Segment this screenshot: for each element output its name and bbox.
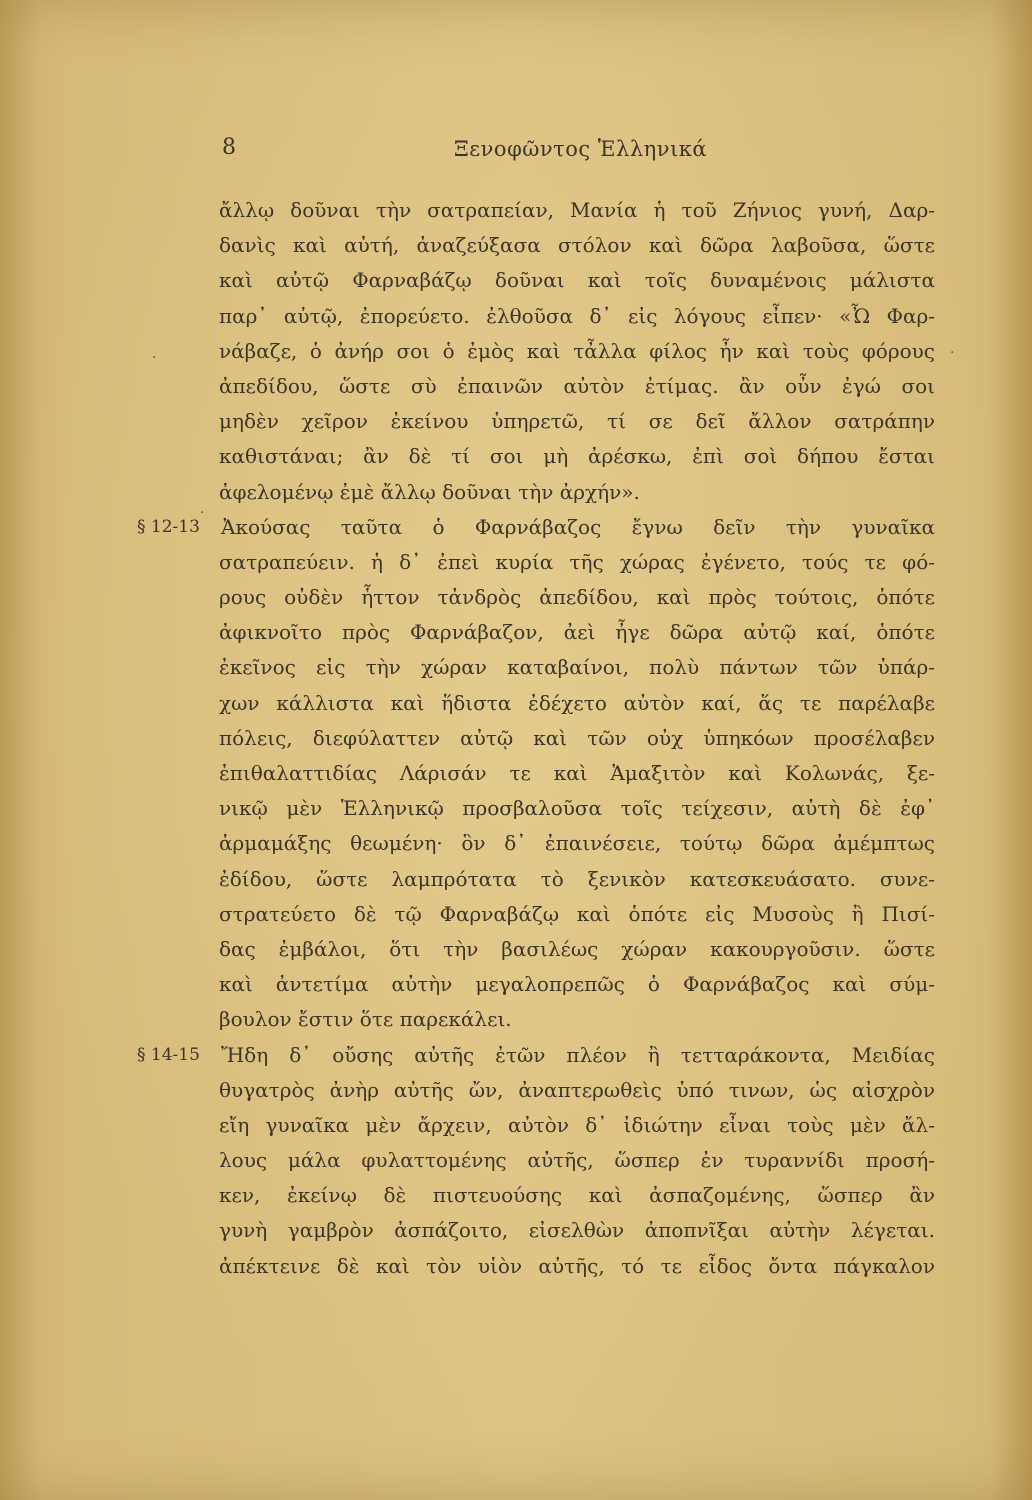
section-marker: § 14-15: [137, 1044, 200, 1065]
text-line: [219, 299, 935, 334]
line-text: Ἀκούσας ταῦτα ὁ Φαρνάβαζος ἔγνω δεῖν τὴν γυναῖκα: [221, 514, 935, 539]
text-line: [219, 1108, 935, 1143]
line-text: νάβαζε, ὁ ἀνήρ σοι ὁ ἐμὸς καὶ τἆλλα φίλος ἦν καὶ τοὺς φόρους: [219, 338, 935, 363]
margin-dot: ·: [200, 505, 205, 521]
line-text: ἀφικνοῖτο πρὸς Φαρνάβαζον, ἀεὶ ἦγε δῶρα αὐτῷ καί, ὁπότε: [219, 620, 935, 645]
line-text: πόλεις, διεφύλαττεν αὐτῷ καὶ τῶν οὐχ ὑπηκόων προσέλαβεν: [219, 725, 935, 750]
line-text: ἀπεδίδου, ὥστε σὺ ἐπαινῶν αὐτὸν ἐτίμας. ἂν οὖν ἐγώ σοι: [219, 373, 935, 398]
line-text: ἐδίδου, ὥστε λαμπρότατα τὸ ξενικὸν κατεσκευάσατο. συνε-: [219, 866, 935, 891]
text-line: [219, 475, 935, 510]
text-line: [219, 1213, 935, 1248]
text-line: [219, 1249, 935, 1284]
line-text: καὶ ἀντετίμα αὐτὴν μεγαλοπρεπῶς ὁ Φαρνάβαζος καὶ σύμ-: [219, 972, 935, 997]
margin-dot: ·: [152, 350, 157, 366]
text-line: [219, 228, 935, 263]
line-text: λους μάλα φυλαττομένης αὐτῆς, ὥσπερ ἐν τυραννίδι προσή-: [219, 1148, 935, 1173]
text-line: [219, 686, 935, 721]
text-line: [219, 193, 935, 228]
line-text: δανὶς καὶ αὐτή, ἀναζεύξασα στόλον καὶ δῶρα λαβοῦσα, ὥστε: [219, 233, 935, 258]
text-line: [219, 404, 935, 439]
line-text: δας ἐμβάλοι, ὅτι τὴν βασιλέως χώραν κακουργοῦσιν. ὥστε: [219, 936, 935, 961]
line-text: θυγατρὸς ἀνὴρ αὐτῆς ὤν, ἀναπτερωθεὶς ὑπό τινων, ὡς αἰσχρὸν: [219, 1077, 935, 1102]
text-line: [219, 1002, 935, 1037]
line-text: γυνὴ γαμβρὸν ἀσπάζοιτο, εἰσελθὼν ἀποπνῖξαι αὐτὴν λέγεται.: [219, 1218, 935, 1243]
text-line: [219, 1143, 935, 1178]
text-line: [219, 932, 935, 967]
line-text: ἀπέκτεινε δὲ καὶ τὸν υἱὸν αὐτῆς, τό τε εἶδος ὄντα πάγκαλον: [219, 1253, 935, 1278]
text-line: [219, 1178, 935, 1213]
line-text: νικῷ μὲν Ἑλληνικῷ προσβαλοῦσα τοῖς τείχεσιν, αὐτὴ δὲ ἐφ᾿: [219, 796, 935, 821]
line-text: ἐκεῖνος εἰς τὴν χώραν καταβαίνοι, πολὺ πάντων τῶν ὑπάρ-: [219, 655, 935, 680]
text-line: [219, 545, 935, 580]
text-line: [219, 580, 935, 615]
text-line: [137, 510, 935, 545]
line-text: ἐπιθαλαττιδίας Λάρισάν τε καὶ Ἁμαξιτὸν καὶ Κολωνάς, ξε-: [219, 761, 935, 785]
line-text: βουλον ἔστιν ὅτε παρεκάλει.: [219, 1007, 512, 1032]
margin-dot: ·: [950, 345, 955, 361]
text-line: [219, 862, 935, 897]
text-line: [219, 756, 935, 791]
text-line: [137, 1038, 935, 1073]
section-marker: § 12-13: [137, 516, 200, 537]
line-text: σατραπεύειν. ἡ δ᾿ ἐπεὶ κυρία τῆς χώρας ἐγένετο, τούς τε φό-: [219, 549, 935, 574]
line-text: ἀφελομένῳ ἐμὲ ἄλλῳ δοῦναι τὴν ἀρχήν».: [219, 479, 640, 504]
text-line: [219, 967, 935, 1002]
line-text: στρατεύετο δὲ τῷ Φαρναβάζῳ καὶ ὁπότε εἰς Μυσοὺς ἢ Πισί-: [219, 901, 935, 926]
text-line: [219, 369, 935, 404]
line-text: καθιστάναι; ἂν δὲ τί σοι μὴ ἀρέσκω, ἐπὶ σοὶ δήπου ἔσται: [219, 444, 935, 469]
page-number: 8: [222, 135, 236, 160]
text-line: [219, 721, 935, 756]
text-line: [219, 615, 935, 650]
line-text: παρ᾿ αὐτῷ, ἐπορεύετο. ἐλθοῦσα δ᾿ εἰς λόγους εἶπεν· «Ὦ Φαρ-: [219, 303, 935, 328]
body-text: [137, 193, 935, 1284]
line-text: κεν, ἐκείνῳ δὲ πιστευούσης καὶ ἀσπαζομένης, ὥσπερ ἂν: [219, 1183, 935, 1208]
text-line: [219, 650, 935, 685]
line-text: εἴη γυναῖκα μὲν ἄρχειν, αὐτὸν δ᾿ ἰδιώτην εἶναι τοὺς μὲν ἄλ-: [219, 1112, 935, 1137]
text-line: [219, 826, 935, 861]
running-title: Ξενοφῶντος Ἑλληνικά: [454, 137, 708, 161]
text-line: [219, 897, 935, 932]
line-text: καὶ αὐτῷ Φαρναβάζῳ δοῦναι καὶ τοῖς δυναμένοις μάλιστα: [219, 268, 935, 293]
text-line: [219, 791, 935, 826]
line-text: ἄλλῳ δοῦναι τὴν σατραπείαν, Μανία ἡ τοῦ Ζήνιος γυνή, Δαρ-: [219, 198, 935, 222]
line-text: ἁρμαμάξης θεωμένη· ὃν δ᾿ ἐπαινέσειε, τούτῳ δῶρα ἀμέμπτως: [219, 831, 935, 856]
line-text: χων κάλλιστα καὶ ἥδιστα ἐδέχετο αὐτὸν καί, ἅς τε παρέλαβε: [219, 690, 935, 715]
text-line: [219, 334, 935, 369]
text-line: [219, 1073, 935, 1108]
line-text: ρους οὐδὲν ἧττον τἀνδρὸς ἀπεδίδου, καὶ πρὸς τούτοις, ὁπότε: [219, 585, 935, 610]
text-line: [219, 263, 935, 298]
line-text: Ἤδη δ᾿ οὔσης αὐτῆς ἐτῶν πλέον ἢ τετταράκοντα, Μειδίας: [221, 1042, 935, 1067]
text-line: [219, 439, 935, 474]
line-text: μηδὲν χεῖρον ἐκείνου ὑπηρετῶ, τί σε δεῖ ἄλλον σατράπην: [219, 409, 935, 434]
